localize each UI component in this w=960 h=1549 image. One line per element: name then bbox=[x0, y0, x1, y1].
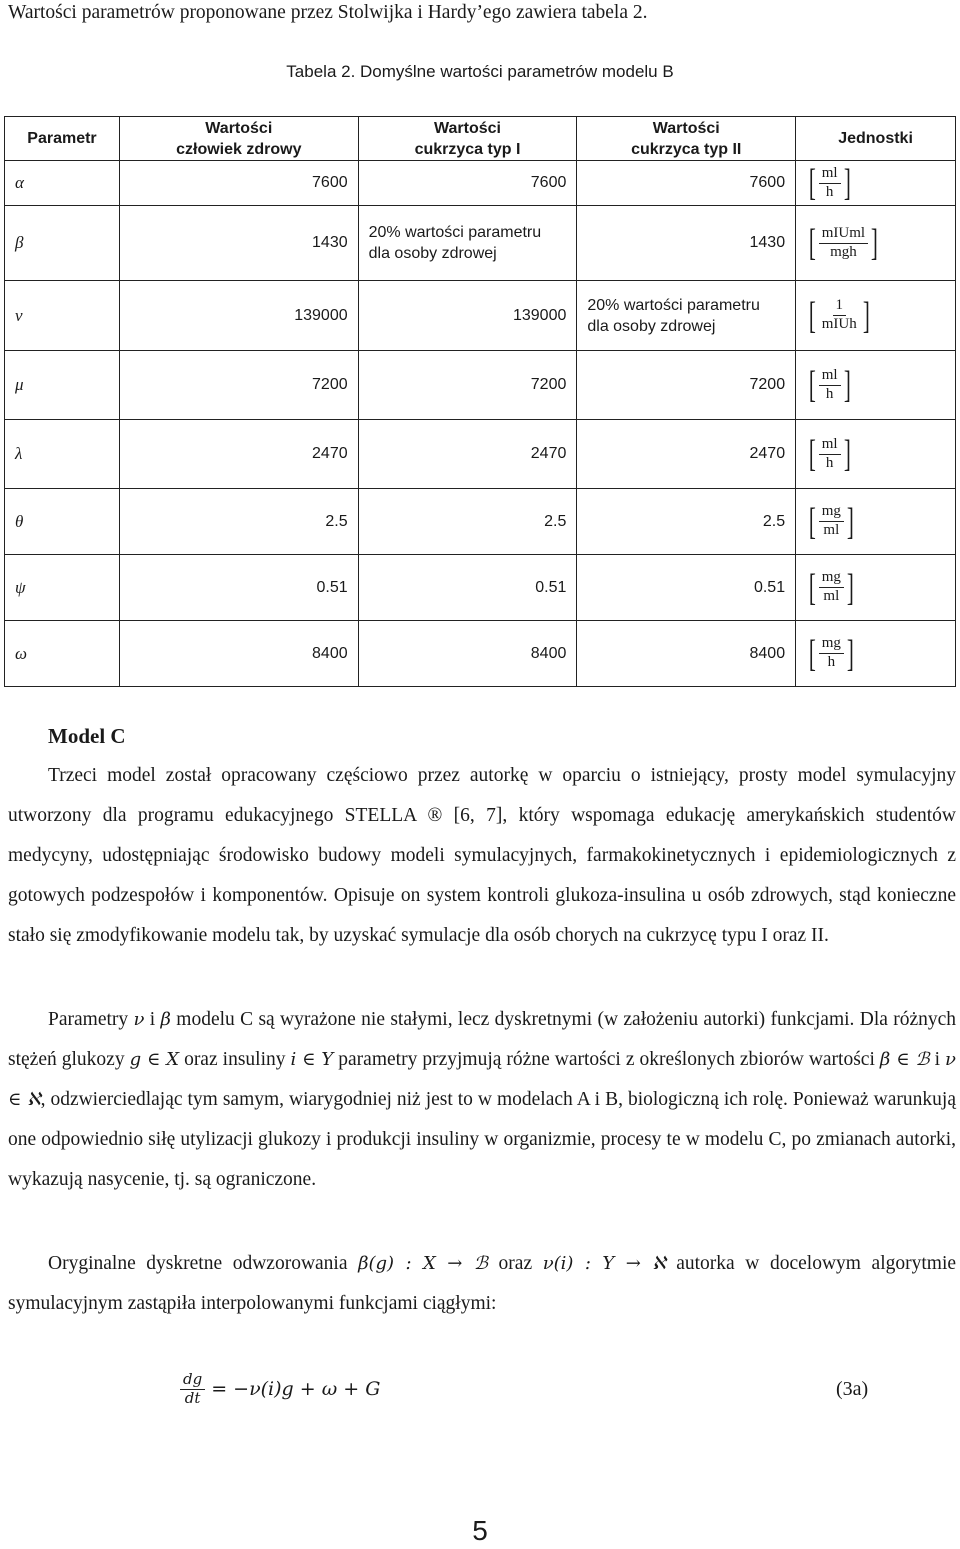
unit-cell: [ $\frac{\text{mIUml}}{\text{mgh}}$ ] bbox=[796, 206, 956, 281]
unit-denominator: ml bbox=[823, 588, 840, 604]
header-param: Parametr bbox=[5, 117, 120, 161]
param-symbol: ψ bbox=[5, 555, 120, 621]
value-type2: 8400 bbox=[577, 621, 796, 687]
insulin-set-expr: i ∈ Y bbox=[290, 1049, 334, 1070]
unit-numerator: mIUml bbox=[819, 226, 868, 244]
param-symbol: ω bbox=[5, 621, 120, 687]
unit-cell: [ $\frac{mg}{ml}$ ] bbox=[796, 555, 956, 621]
value-healthy: 2470 bbox=[119, 420, 358, 489]
value-type2: 0.51 bbox=[577, 555, 796, 621]
value-type2-note: 20% wartości parametru dla osoby zdrowej bbox=[577, 281, 796, 351]
unit-cell: [ $\frac{ml}{h}$ ] bbox=[796, 161, 956, 206]
value-type2: 2.5 bbox=[577, 489, 796, 555]
paragraph-mappings: Oryginalne dyskretne odwzorowania β(g) : X → ℬ oraz ν(i) : Y → ℵ autorka w docelowym algorytmie symulacyjnym zastąpiła interpolowanymi funkcjami ciągłymi: bbox=[8, 1253, 957, 1314]
table-caption: Tabela 2. Domyślne wartości parametrów modelu B bbox=[286, 62, 674, 81]
page-number: 5 bbox=[472, 1515, 488, 1546]
beta-mapping: β(g) : X → ℬ bbox=[358, 1253, 488, 1274]
glucose-set-expr: g ∈ X bbox=[129, 1049, 180, 1070]
unit-denominator: mIUh bbox=[821, 316, 857, 332]
header-units: Jednostki bbox=[796, 117, 956, 161]
unit-denominator: h bbox=[825, 385, 834, 402]
table-row bbox=[5, 621, 956, 687]
value-healthy: 7200 bbox=[119, 351, 358, 420]
unit-cell: [ $\frac{ml}{h}$ ] bbox=[796, 420, 956, 489]
table-header-row bbox=[5, 117, 956, 161]
paragraph-parameters: Parametry ν i β modelu C są wyrażone nie stałymi, lecz dyskretnymi (w założeniu autorki) funkcjami. Dla różnych stężeń glukozy g ∈ X oraz insuliny i ∈ Y parametry przyjmują różne wartości z określonych zbiorów wartości β ∈ ℬ i ν ∈ ℵ, odzwierciedlając tym samym, wiarygodniej niż jest to w modelach A i B, biologiczną ich rolę. Ponieważ warunkują one odpowiednio siłę utylizacji glukozy i produkcji insuliny w organizmie, procesy te w modelu C, po zmianach autorki, wykazują nasycenie, tj. są ograniczone. bbox=[8, 1009, 957, 1190]
unit-denominator: h bbox=[825, 183, 834, 200]
nu-mapping: ν(i) : Y → ℵ bbox=[542, 1253, 666, 1274]
table-row bbox=[5, 161, 956, 206]
param-symbol: λ bbox=[5, 420, 120, 489]
param-symbol: μ bbox=[5, 351, 120, 420]
unit-numerator: mg bbox=[819, 504, 844, 522]
nu-set-expr: ν ∈ ℵ bbox=[8, 1049, 956, 1110]
equation-label: (3a) bbox=[836, 1378, 869, 1400]
unit-denominator: h bbox=[825, 454, 834, 471]
unit-numerator: ml bbox=[819, 368, 841, 386]
unit-cell: [ $\frac{1}{\text{mIUh}}$ ] bbox=[796, 281, 956, 351]
unit-numerator: ml bbox=[819, 166, 841, 184]
derivative-numerator: dg bbox=[180, 1372, 205, 1390]
unit-numerator: ml bbox=[819, 437, 841, 455]
unit-cell: [ $\frac{mg}{ml}$ ] bbox=[796, 489, 956, 555]
param-symbol: α bbox=[5, 161, 120, 206]
table-row bbox=[5, 420, 956, 489]
table-row bbox=[5, 489, 956, 555]
unit-numerator: 1 bbox=[833, 298, 847, 316]
intro-sentence: Wartości parametrów proponowane przez Stolwijka i Hardy’ego zawiera tabela 2. bbox=[8, 2, 648, 23]
paragraph-model-c: Trzeci model został opracowany częściowo przez autorkę w oparciu o istniejący, prosty model symulacyjny utworzony dla programu edukacyjnego STELLA ® [6, 7], który wspomaga edukację amerykańskich studentów medycyny, udostępniając środowisko budowy modeli symulacyjnych, farmakokinetycznych i epidemiologicznych z gotowych podzespołów i komponentów. Opisuje on system kontroli glukoza-insulina u osób zdrowych, stąd konieczne stało się zmodyfikowanie modelu tak, by uzyskać symulacje dla osób chorych na cukrzycę typu I oraz II. bbox=[8, 765, 956, 946]
value-type1-note: 20% wartości parametru dla osoby zdrowej bbox=[358, 206, 577, 281]
value-type1: 2.5 bbox=[358, 489, 577, 555]
value-type1: 139000 bbox=[358, 281, 577, 351]
beta-symbol: β bbox=[160, 1009, 171, 1030]
unit-denominator: ml bbox=[823, 522, 840, 538]
value-healthy: 2.5 bbox=[119, 489, 358, 555]
value-healthy: 8400 bbox=[119, 621, 358, 687]
unit-numerator: mg bbox=[819, 636, 844, 654]
value-healthy: 139000 bbox=[119, 281, 358, 351]
param-symbol: θ bbox=[5, 489, 120, 555]
value-healthy: 1430 bbox=[119, 206, 358, 281]
equation-rhs: = −ν(i)g + ω + G bbox=[211, 1378, 381, 1401]
parameter-table bbox=[4, 116, 956, 687]
unit-numerator: mg bbox=[819, 570, 844, 588]
table-row bbox=[5, 281, 956, 351]
header-healthy: Wartości człowiek zdrowy bbox=[119, 117, 358, 161]
value-type1: 0.51 bbox=[358, 555, 577, 621]
header-type2: Wartości cukrzyca typ II bbox=[577, 117, 796, 161]
derivative-denominator: dt bbox=[184, 1388, 201, 1407]
equation-3a bbox=[180, 1372, 380, 1407]
value-type2: 1430 bbox=[577, 206, 796, 281]
param-symbol: ν bbox=[5, 281, 120, 351]
header-type1: Wartości cukrzyca typ I bbox=[358, 117, 577, 161]
nu-symbol: ν bbox=[133, 1009, 145, 1030]
value-type1: 8400 bbox=[358, 621, 577, 687]
table-row bbox=[5, 555, 956, 621]
unit-cell: [ $\frac{ml}{h}$ ] bbox=[796, 351, 956, 420]
value-healthy: 7600 bbox=[119, 161, 358, 206]
value-type2: 7200 bbox=[577, 351, 796, 420]
value-healthy: 0.51 bbox=[119, 555, 358, 621]
value-type2: 2470 bbox=[577, 420, 796, 489]
value-type2: 7600 bbox=[577, 161, 796, 206]
section-heading: Model C bbox=[48, 724, 126, 748]
table-row bbox=[5, 206, 956, 281]
beta-set-expr: β ∈ ℬ bbox=[879, 1049, 930, 1070]
value-type1: 7600 bbox=[358, 161, 577, 206]
table-row bbox=[5, 351, 956, 420]
value-type1: 2470 bbox=[358, 420, 577, 489]
unit-denominator: h bbox=[827, 654, 836, 670]
param-symbol: β bbox=[5, 206, 120, 281]
value-type1: 7200 bbox=[358, 351, 577, 420]
unit-denominator: mgh bbox=[830, 243, 857, 260]
unit-cell: [ $\frac{mg}{h}$ ] bbox=[796, 621, 956, 687]
